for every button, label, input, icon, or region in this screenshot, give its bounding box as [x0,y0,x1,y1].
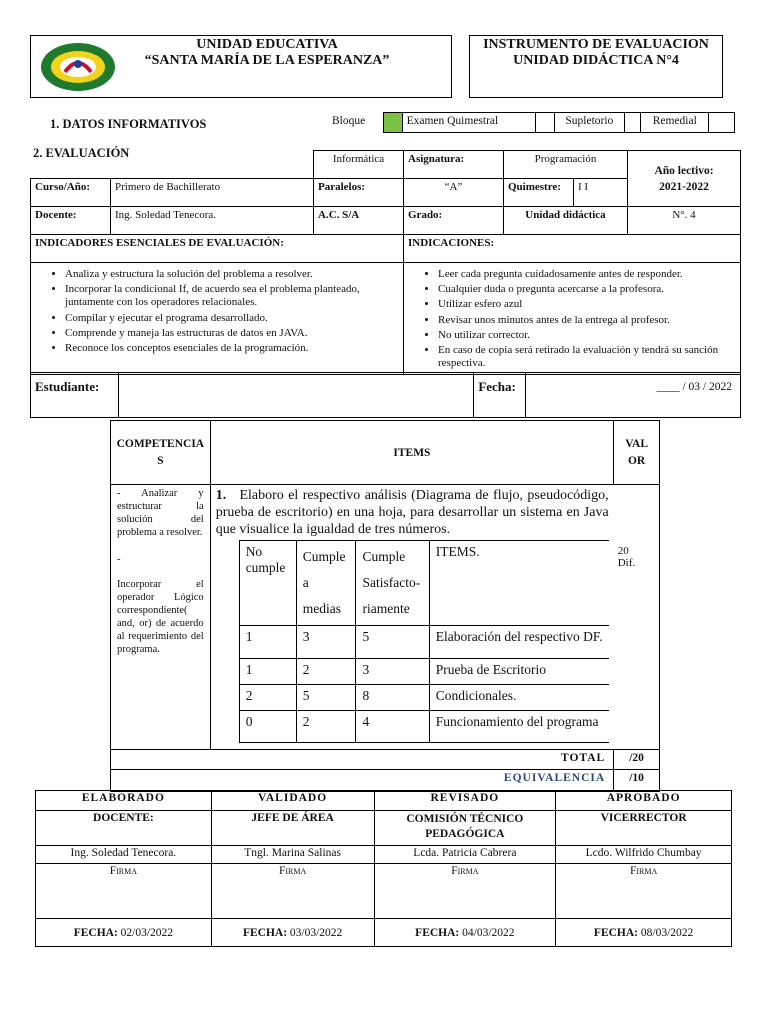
firma-date-cell [211,919,374,947]
firma-label[interactable]: Firma [36,864,212,919]
indicacion-item: • Revisar unos minutos antes de la entrega al profesor. [438,314,736,327]
competencia-text-1: - Analizar y estructurar la solución del problema a resolver. [117,488,204,538]
indicador-item: • Reconoce los conceptos esenciales de la programación. [65,342,399,355]
asignatura-value: Programación [504,151,628,179]
firmas-role: JEFE DE ÁREA [211,811,374,846]
firma-label[interactable]: Firma [556,864,732,919]
competencias-cell [111,485,211,750]
exam-type-options [328,112,735,133]
firmas-role: COMISIÓN TÉCNICO PEDAGÓGICA [374,811,556,846]
firmas-name: Tngl. Marina Salinas [211,846,374,864]
item-text: Elaboro el respectivo análisis (Diagrama de flujo, pseudocódigo, prueba de escritorio) en una hoja, para desarrollar un sistema en Java que visualice la igualdad de tres números. [215,488,609,537]
indicacion-item: • Leer cada pregunta cuidadosamente antes de responder. [438,268,736,281]
indicadores-list-cell [31,263,404,375]
option-examen-quimestral: Examen Quimestral [402,113,536,133]
firma-label[interactable]: Firma [374,864,556,919]
firma-date: 02/03/2022 [120,926,174,939]
firmas-header: VALIDADO [211,791,374,811]
valor-unit: Dif. [617,557,636,569]
rubric-cell: 8 [356,685,429,711]
indicadores-list [35,268,399,355]
indicador-item: • Compilar y ejecutar el programa desarrollado. [65,312,399,325]
valor-cell [614,485,660,750]
docente-value: Ing. Soledad Tenecora. [111,207,314,235]
rubric-item: Funcionamiento del programa [429,711,608,743]
option-examen-checkbox[interactable] [536,113,555,133]
header-instrument-box [469,35,723,98]
firma-date: 04/03/2022 [462,926,515,939]
rubric-cell: 5 [356,626,429,659]
evaluacion-title: 2. EVALUACIÓN [33,146,130,160]
option-remedial: Remedial [641,113,709,133]
curso-label: Curso/Año: [31,179,111,207]
unit-title: UNIDAD DIDÁCTICA N°4 [513,53,679,68]
quimestre-value: I I [574,179,628,207]
firma-label[interactable]: Firma [211,864,374,919]
competencias-table [110,420,660,792]
indicaciones-title: INDICACIONES: [404,235,741,263]
rubric-header: ITEMS. [429,541,608,626]
indicador-item: • Incorporar la condicional If, de acuerdo sea el problema planteado, juntamente con los operadores relacionales. [65,283,399,309]
student-row [30,372,741,418]
estudiante-input[interactable] [118,373,473,418]
rubric-cell: 3 [356,659,429,685]
indicador-item: • Comprende y maneja las estructuras de datos en JAVA. [65,327,399,340]
item-number: 1. [215,488,227,503]
firmas-header: APROBADO [556,791,732,811]
rubric-cell: 2 [296,659,356,685]
fecha-label: Fecha: [474,373,526,418]
rubric-row [239,711,609,743]
firma-date: 08/03/2022 [640,926,694,939]
indicacion-item: • No utilizar corrector. [438,329,736,342]
rubric-cell: 3 [296,626,356,659]
col-competencias: COMPETENCIAS [111,421,211,485]
rubric-item: Elaboración del respectivo DF. [429,626,608,659]
firmas-name: Ing. Soledad Tenecora. [36,846,212,864]
rubric-item: Prueba de Escritorio [429,659,608,685]
unidad-label: Unidad didáctica [504,207,628,235]
fecha-label: FECHA: [593,926,639,939]
header-school-box [30,35,452,98]
fecha-label: FECHA: [73,926,118,939]
rubric-cell: 0 [239,711,296,743]
rubric-cell: 5 [296,685,356,711]
quimestre-label: Quimestre: [504,179,574,207]
fecha-label: FECHA: [242,926,288,939]
rubric-table [239,540,609,743]
rubric-cell: 1 [239,626,296,659]
firma-date-cell [556,919,732,947]
school-logo-icon [39,42,117,92]
rubric-header: Cumple a medias [296,541,356,626]
firmas-role: VICERRECTOR [556,811,732,846]
rubric-row [239,659,609,685]
equivalencia-value[interactable]: /10 [614,770,660,792]
datos-informativos-title: 1. DATOS INFORMATIVOS [50,117,207,131]
estudiante-label: Estudiante: [31,373,119,418]
valor-value: 20 [617,545,629,557]
firmas-name: Lcdo. Wilfrido Chumbay [556,846,732,864]
rubric-cell: 1 [239,659,296,685]
area-value: Informática [314,151,404,179]
rubric-cell: 2 [296,711,356,743]
firmas-role: DOCENTE: [36,811,212,846]
indicador-item: • Analiza y estructura la solución del problema a resolver. [65,268,399,281]
fecha-value[interactable]: ____ / 03 / 2022 [526,373,741,418]
school-name-line1: UNIDAD EDUCATIVA [196,37,338,52]
col-valor: VALOR [614,421,660,485]
rubric-row [239,685,609,711]
indicacion-item: • Utilizar esfero azul [438,298,736,311]
fecha-label: FECHA: [415,926,460,939]
competencia-text-2: Incorporar el operador Lógico correspondiente( and, or) de acuerdo al requerimiento del programa. [117,579,204,655]
firma-date-cell [36,919,212,947]
rubric-item: Condicionales. [429,685,608,711]
indicaciones-list-cell [404,263,741,375]
docente-label: Docente: [31,207,111,235]
paralelos-label: Paralelos: [314,179,404,207]
indicaciones-list [408,268,736,370]
rubric-cell: 2 [239,685,296,711]
grado-label: Grado: [404,207,504,235]
firmas-header: ELABORADO [36,791,212,811]
option-bloque: Bloque [328,113,384,133]
asignatura-label: Asignatura: [404,151,504,179]
firmas-name: Lcda. Patricia Cabrera [374,846,556,864]
paralelos-value: “A” [404,179,504,207]
rubric-header: Cumple Satisfacto-riamente [356,541,429,626]
equivalencia-label: EQUIVALENCIA [111,770,614,792]
total-label: TOTAL [111,750,614,770]
anio-lectivo-label: Año lectivo: [654,164,714,177]
instrument-title: INSTRUMENTO DE EVALUACION [483,37,709,52]
option-supletorio-checkbox[interactable] [624,113,640,133]
rubric-cell: 4 [356,711,429,743]
total-value[interactable]: /20 [614,750,660,770]
firmas-header: REVISADO [374,791,556,811]
indicacion-item: • En caso de copia será retirado la evaluación y tendrá su sanción respectiva. [438,344,736,370]
unidad-value: N°. 4 [628,207,741,235]
items-cell [210,485,614,750]
option-supletorio: Supletorio [554,113,624,133]
signatures-table [35,790,732,947]
competencia-dash: - [117,554,121,565]
acsa-label: A.C. S/A [314,207,404,235]
col-items: ITEMS [210,421,614,485]
evaluation-info-table [30,150,741,375]
curso-value: Primero de Bachillerato [111,179,314,207]
option-bloque-checkbox[interactable] [384,113,403,133]
rubric-header: No cumple [239,541,296,626]
school-name-line2: “SANTA MARÍA DE LA ESPERANZA” [144,53,390,68]
indicadores-title: INDICADORES ESENCIALES DE EVALUACIÓN: [31,235,404,263]
indicacion-item: • Cualquier duda o pregunta acercarse a la profesora. [438,283,736,296]
firma-date-cell [374,919,556,947]
rubric-row [239,626,609,659]
item-question [216,487,609,538]
anio-lectivo-value: 2021-2022 [659,180,709,193]
firma-date: 03/03/2022 [289,926,343,939]
option-remedial-checkbox[interactable] [709,113,735,133]
